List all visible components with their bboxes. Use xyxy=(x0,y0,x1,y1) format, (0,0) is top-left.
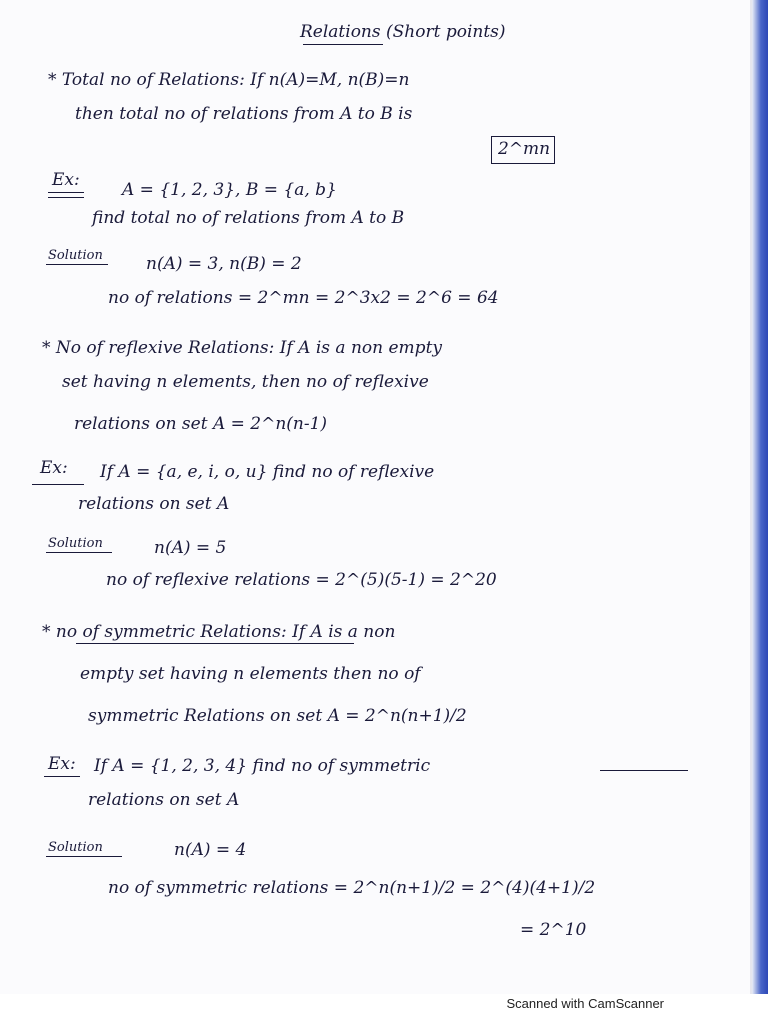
example1-underline xyxy=(48,192,84,193)
total-relations-line1: * Total no of Relations: If n(A)=M, n(B)=n xyxy=(48,70,410,90)
example3-label: Ex: xyxy=(48,754,76,774)
example1-underline-2 xyxy=(48,197,84,198)
title-underline xyxy=(303,44,383,45)
example1-sol2: no of relations = 2^mn = 2^3x2 = 2^6 = 64 xyxy=(108,288,499,308)
page-edge-shadow xyxy=(752,0,768,994)
example2-underline xyxy=(32,484,84,485)
example3-sol1: n(A) = 4 xyxy=(174,840,247,860)
example1-given: A = {1, 2, 3}, B = {a, b} xyxy=(122,180,337,200)
total-relations-line2: then total no of relations from A to B is xyxy=(75,104,413,124)
example1-label: Ex: xyxy=(52,170,80,190)
example2-label: Ex: xyxy=(40,458,68,478)
example3-solution-label: Solution xyxy=(48,840,103,855)
reflexive-line2: set having n elements, then no of reflexive xyxy=(62,372,429,392)
symmetric-line3: symmetric Relations on set A = 2^n(n+1)/2 xyxy=(88,706,467,726)
example3-given2: relations on set A xyxy=(88,790,240,810)
scanner-watermark: Scanned with CamScanner xyxy=(506,996,664,1011)
example3-trailing-line xyxy=(600,770,688,771)
reflexive-line1: * No of reflexive Relations: If A is a non empty xyxy=(42,338,442,358)
example3-underline xyxy=(44,776,80,777)
example2-given: If A = {a, e, i, o, u} find no of reflexive xyxy=(100,462,435,482)
reflexive-line3: relations on set A = 2^n(n-1) xyxy=(74,414,328,434)
example3-sol2: no of symmetric relations = 2^n(n+1)/2 = 2^(4)(4+1)/2 xyxy=(108,878,596,898)
example1-solution-underline xyxy=(46,264,108,265)
symmetric-line1: * no of symmetric Relations: If A is a non xyxy=(42,622,396,642)
symmetric-line2: empty set having n elements then no of xyxy=(80,664,421,684)
example1-question: find total no of relations from A to B xyxy=(92,208,405,228)
example2-sol2: no of reflexive relations = 2^(5)(5-1) = 2^20 xyxy=(106,570,497,590)
example3-sol3: = 2^10 xyxy=(520,920,587,940)
symmetric-underline xyxy=(76,643,354,644)
total-relations-result: 2^mn xyxy=(498,139,551,159)
example1-sol1: n(A) = 3, n(B) = 2 xyxy=(146,254,302,274)
example3-solution-underline xyxy=(46,856,122,857)
example2-solution-label: Solution xyxy=(48,536,103,551)
page-title: Relations (Short points) xyxy=(300,22,506,42)
example2-sol1: n(A) = 5 xyxy=(154,538,227,558)
example2-given2: relations on set A xyxy=(78,494,230,514)
example3-given: If A = {1, 2, 3, 4} find no of symmetric xyxy=(94,756,431,776)
example2-solution-underline xyxy=(46,552,112,553)
example1-solution-label: Solution xyxy=(48,248,103,263)
